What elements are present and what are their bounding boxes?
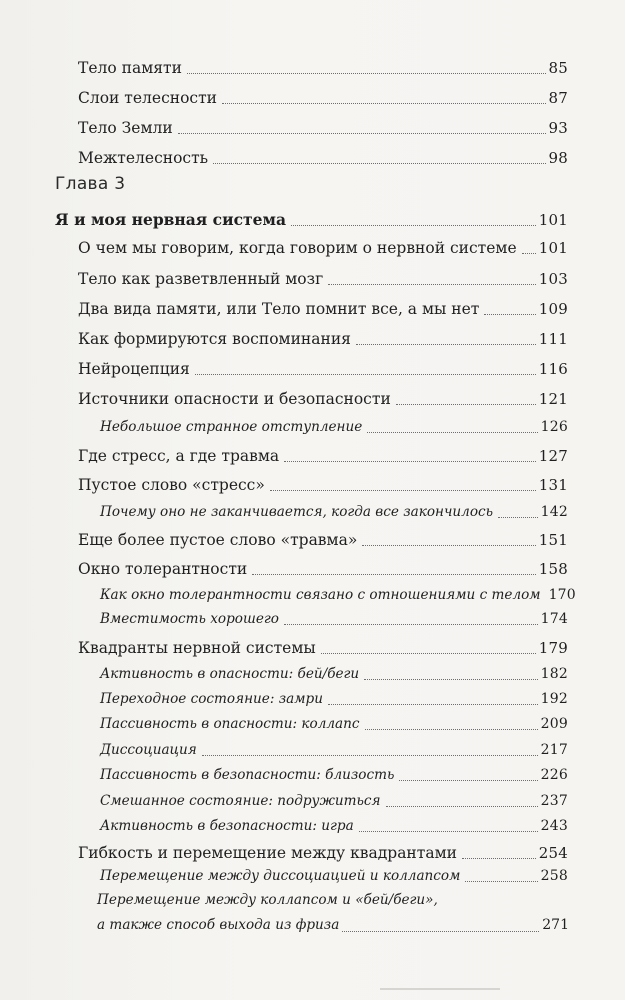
leader-dots <box>284 623 538 625</box>
toc-entry-page: 192 <box>540 691 568 707</box>
leader-dots <box>195 373 536 375</box>
toc-entry-page: 179 <box>538 639 568 657</box>
toc-entry-page: 237 <box>540 793 568 809</box>
leader-dots <box>252 573 536 575</box>
leader-dots <box>522 252 536 254</box>
toc-entry-title: Слои телесности <box>78 89 217 107</box>
toc-entry-page: 101 <box>538 211 568 229</box>
leader-dots <box>498 516 538 518</box>
toc-entry <box>78 238 568 258</box>
toc-entry <box>78 329 568 349</box>
leader-dots <box>367 431 537 433</box>
toc-entry-title: Перемещение между диссоциацией и коллапсом <box>100 868 461 884</box>
toc-entry-page: 111 <box>538 330 568 348</box>
toc-entry-title: Источники опасности и безопасности <box>78 390 391 408</box>
toc-entry-title: Диссоциация <box>100 742 197 758</box>
toc-subentry <box>100 740 568 760</box>
toc-entry <box>78 299 568 319</box>
toc-entry-page: 142 <box>540 504 568 520</box>
leader-dots <box>356 343 536 345</box>
leader-dots <box>291 224 536 226</box>
toc-subentry <box>100 765 568 785</box>
leader-dots <box>364 678 538 680</box>
toc-entry-page: 170 <box>548 587 576 603</box>
toc-entry-title: Пассивность в опасности: коллапс <box>100 716 360 732</box>
leader-dots <box>222 102 546 104</box>
toc-entry-page: 271 <box>542 917 569 933</box>
toc-entry <box>78 269 568 289</box>
leader-dots <box>202 754 538 756</box>
leader-dots <box>213 162 545 164</box>
leader-dots <box>342 930 539 932</box>
toc-entry-page: 93 <box>548 119 568 137</box>
toc-entry-line <box>97 914 569 936</box>
toc-subentry <box>100 791 568 811</box>
toc-subentry <box>100 609 568 629</box>
toc-subentry <box>100 816 568 836</box>
toc-entry-title: Нейроцепция <box>78 360 190 378</box>
toc-entry <box>78 118 568 138</box>
toc-entry-page: 131 <box>538 476 568 494</box>
toc-entry <box>78 843 568 863</box>
leader-dots <box>321 652 536 654</box>
toc-entry <box>78 530 568 550</box>
toc-entry <box>78 638 568 658</box>
toc-entry-page: 109 <box>538 300 568 318</box>
toc-entry <box>78 359 568 379</box>
toc-entry-page: 85 <box>548 59 568 77</box>
toc-entry-page: 98 <box>548 149 568 167</box>
toc-entry-title: Смешанное состояние: подружиться <box>100 793 381 809</box>
toc-subentry <box>100 866 568 886</box>
toc-entry-page: 209 <box>540 716 568 732</box>
toc-entry-page: 174 <box>540 611 568 627</box>
toc-entry-page: 258 <box>540 868 568 884</box>
toc-entry-page: 121 <box>538 390 568 408</box>
toc-entry-page: 116 <box>538 360 568 378</box>
toc-entry-title: Квадранты нервной системы <box>78 639 316 657</box>
toc-entry <box>78 446 568 466</box>
toc-entry-title: Активность в опасности: бей/беги <box>100 666 360 682</box>
toc-entry-page: 158 <box>538 560 568 578</box>
toc-entry-page: 127 <box>538 447 568 465</box>
toc-subentry <box>100 585 576 605</box>
toc-entry-page: 151 <box>538 531 568 549</box>
toc-entry-title: Где стресс, а где травма <box>78 447 280 465</box>
leader-dots <box>359 830 538 832</box>
leader-dots <box>284 460 536 462</box>
toc-subentry-multiline <box>97 889 569 936</box>
leader-dots <box>484 313 535 315</box>
toc-entry <box>78 475 568 495</box>
leader-dots <box>365 728 538 730</box>
toc-entry <box>78 88 568 108</box>
leader-dots <box>328 703 538 705</box>
page-smudge <box>380 988 500 990</box>
toc-entry-title: Гибкость и перемещение между квадрантами <box>78 844 457 862</box>
leader-dots <box>462 857 536 859</box>
toc-entry-title: Еще более пустое слово «травма» <box>78 531 358 549</box>
toc-subentry <box>100 714 568 734</box>
toc-entry-title: Пустое слово «стресс» <box>78 476 265 494</box>
leader-dots <box>386 805 538 807</box>
leader-dots <box>396 403 536 405</box>
toc-entry-title: Пассивность в безопасности: близость <box>100 767 395 783</box>
toc-entry-page: 87 <box>548 89 568 107</box>
toc-entry-title: Небольшое странное отступление <box>100 419 363 435</box>
toc-entry-page: 243 <box>540 818 568 834</box>
toc-entry-title: Я и моя нервная система <box>55 210 287 229</box>
toc-entry-page: 101 <box>538 239 568 257</box>
toc-subentry <box>100 664 568 684</box>
toc-entry-title: Тело как разветвленный мозг <box>78 270 324 288</box>
toc-entry-title: Межтелесность <box>78 149 209 167</box>
toc-entry <box>78 148 568 168</box>
leader-dots <box>328 283 536 285</box>
chapter-label: Глава 3 <box>55 174 126 194</box>
leader-dots <box>362 544 535 546</box>
toc-entry-page: 103 <box>538 270 568 288</box>
toc-entry-title: Активность в безопасности: игра <box>100 818 354 834</box>
toc-entry-title: Как формируются воспоминания <box>78 330 351 348</box>
leader-dots <box>178 132 546 134</box>
toc-entry-title: Два вида памяти, или Тело помнит все, а мы нет <box>78 300 480 318</box>
leader-dots <box>465 880 537 882</box>
toc-entry <box>78 58 568 78</box>
toc-entry-title: Тело Земли <box>78 119 173 137</box>
toc-chapter-entry <box>55 210 568 230</box>
toc-entry-page: 217 <box>540 742 568 758</box>
toc-entry-title: Как окно толерантности связано с отношениями с телом <box>100 587 541 603</box>
toc-entry-title: Переходное состояние: замри <box>100 691 324 707</box>
toc-entry-title-line1: Перемещение между коллапсом и «бей/беги», <box>97 892 438 908</box>
leader-dots <box>270 489 536 491</box>
toc-entry <box>78 389 568 409</box>
toc-entry-title: Вместимость хорошего <box>100 611 279 627</box>
toc-entry-line <box>97 889 569 911</box>
toc-entry-title: Почему оно не заканчивается, когда все закончилось <box>100 504 494 520</box>
toc-subentry <box>100 689 568 709</box>
toc-entry-page: 254 <box>538 844 568 862</box>
toc-entry-title: О чем мы говорим, когда говорим о нервной системе <box>78 239 517 257</box>
leader-dots <box>187 72 546 74</box>
leader-dots <box>399 779 537 781</box>
toc-subentry <box>100 417 568 437</box>
toc-entry <box>78 559 568 579</box>
toc-entry-page: 226 <box>540 767 568 783</box>
toc-subentry <box>100 502 568 522</box>
toc-entry-title: Тело памяти <box>78 59 182 77</box>
toc-entry-page: 126 <box>540 419 568 435</box>
toc-entry-title: Окно толерантности <box>78 560 248 578</box>
toc-entry-page: 182 <box>540 666 568 682</box>
toc-entry-title-line2: а также способ выхода из фриза <box>97 917 340 933</box>
